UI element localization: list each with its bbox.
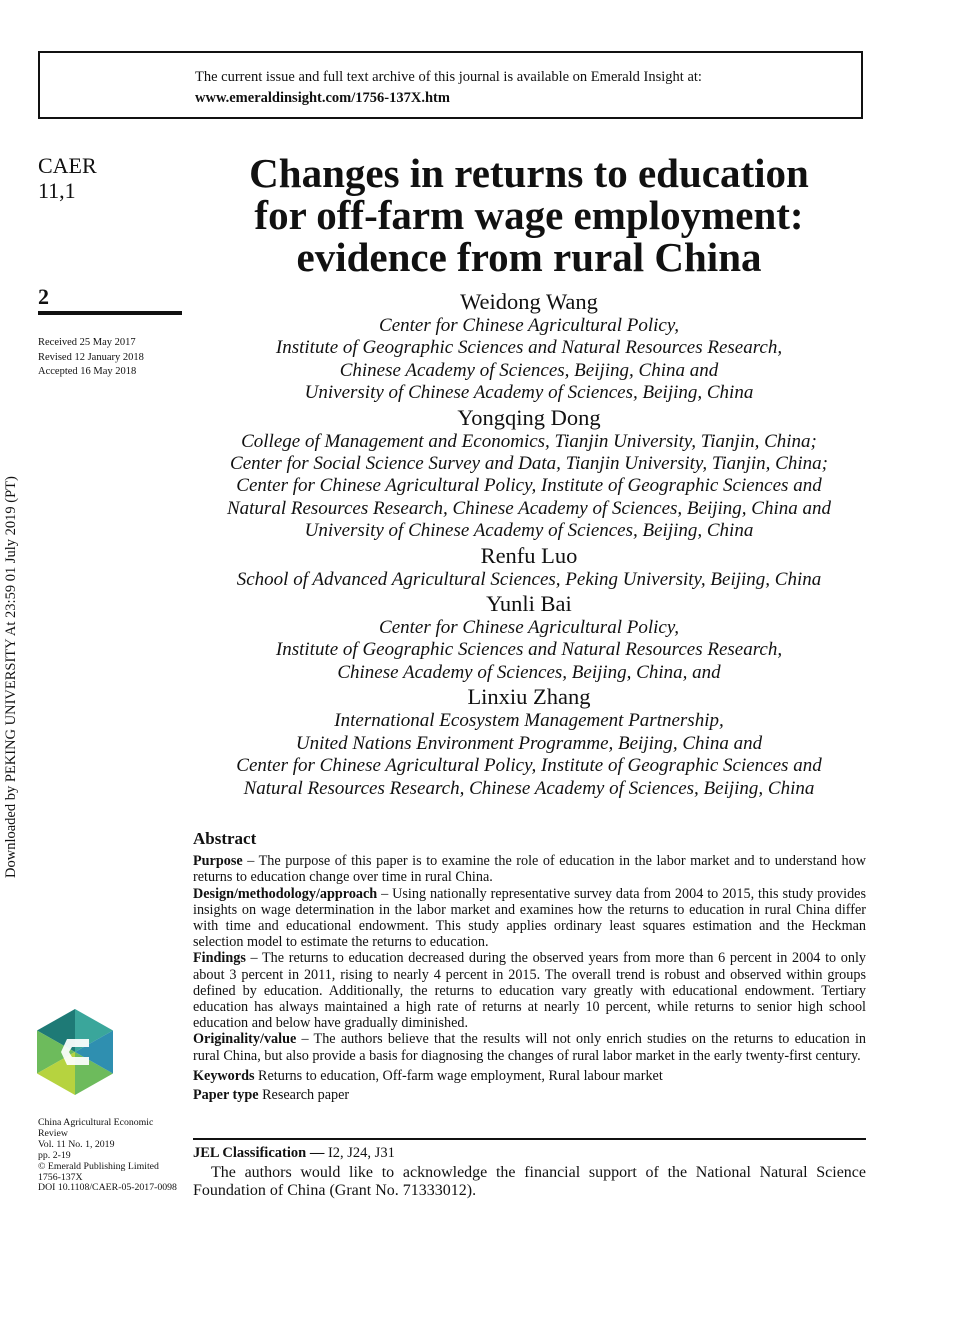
affiliation-line: Center for Social Science Survey and Data, Tianjin University, Tianjin, China; [230, 453, 828, 475]
purpose-text: – The purpose of this paper is to examine the role of education in the labor market and to understand how returns to education change over time in rural China. [193, 853, 866, 886]
affiliation-line: School of Advanced Agricultural Sciences, Peking University, Beijing, China [236, 568, 822, 590]
author-name: Renfu Luo [480, 542, 578, 568]
title-line: Changes in returns to education [249, 150, 809, 196]
author-affiliation [190, 431, 868, 543]
keywords-text: Returns to education, Off-farm wage employment, Rural labour market [254, 1067, 663, 1084]
article-title [190, 152, 868, 278]
affiliation-line: Center for Chinese Agricultural Policy, Institute of Geographic Sciences and [236, 475, 822, 497]
author-block [190, 684, 868, 800]
author-name: Yunli Bai [486, 591, 572, 617]
journal-metadata [38, 1118, 183, 1194]
affiliation-line: Center for Chinese Agricultural Policy, [379, 315, 679, 336]
affiliation-line: Center for Chinese Agricultural Policy, Institute of Geographic Sciences and [236, 755, 822, 777]
keywords-label: Keywords [193, 1067, 255, 1084]
revised-date: Revised 12 January 2018 [38, 351, 144, 363]
paper-type-label: Paper type [193, 1087, 259, 1104]
paper-type-text: Research paper [258, 1087, 350, 1104]
jel-label: JEL Classification — [193, 1145, 325, 1161]
author-block [190, 591, 868, 684]
abstract-originality [193, 1031, 866, 1063]
author-affiliation [190, 569, 868, 591]
affiliation-line: University of Chinese Academy of Sciences, Beijing, China [304, 382, 754, 404]
author-affiliation [190, 710, 868, 800]
journal-logo-icon [37, 1009, 113, 1095]
author-block [190, 289, 868, 405]
abstract-findings [193, 950, 866, 1031]
jel-codes: I2, J24, J31 [324, 1145, 395, 1161]
author-affiliation [190, 315, 868, 405]
affiliation-line: United Nations Environment Programme, Beijing, China and [295, 732, 763, 754]
journal-volume-issue: 11,1 [38, 178, 76, 203]
keywords [193, 1068, 866, 1084]
author-block [190, 405, 868, 543]
findings-label: Findings [193, 950, 246, 967]
abstract-purpose [193, 853, 866, 885]
findings-text: – The returns to education decreased during the observed years from more than 6 percent in 2004 to only about 3 percent in 2011, rising to nearly 4 percent in 2015. The overall trend is robust and observed within groups defined by education. Additionally, the returns to education vary greatly with educational endowment. Tertiary education has always maintained a high rate of returns at nearly 10 percent, while returns to senior high school education and below have gradually diminished. [193, 950, 866, 1032]
abstract-heading: Abstract [193, 829, 257, 848]
jel-classification [193, 1145, 395, 1162]
doi-link[interactable]: DOI 10.1108/CAER-05-2017-0098 [38, 1182, 177, 1194]
acknowledgement: The authors would like to acknowledge the financial support of the National Natural Science Foundation of China (Grant No. 71333012). [193, 1164, 866, 1199]
affiliation-line: Institute of Geographic Sciences and Natural Resources Research, [275, 337, 783, 359]
affiliation-line: Chinese Academy of Sciences, Beijing, China and [339, 359, 719, 381]
title-line: evidence from rural China [296, 234, 762, 280]
affiliation-line: International Ecosystem Management Partnership, [334, 710, 724, 732]
accepted-date: Accepted 16 May 2018 [38, 366, 137, 377]
author-name: Linxiu Zhang [467, 684, 591, 710]
received-date: Received 25 May 2017 [38, 337, 136, 348]
journal-code: CAER [38, 153, 97, 178]
paper-type [193, 1087, 866, 1103]
author-affiliation [190, 617, 868, 684]
author-list [190, 289, 868, 800]
meta-line: Vol. 11 No. 1, 2019 [38, 1138, 115, 1150]
archive-notice-box [38, 51, 863, 119]
meta-line: © Emerald Publishing Limited [38, 1160, 159, 1172]
page-number-rule [38, 311, 182, 315]
originality-text: – The authors believe that the results will not only enrich studies on the returns to education in rural China, but also provide a basis for diagnosing the changes of rural labor market in the early twenty-first century. [193, 1031, 866, 1064]
originality-label: Originality/value [193, 1031, 297, 1048]
author-block [190, 543, 868, 591]
jel-rule [193, 1138, 866, 1140]
affiliation-line: University of Chinese Academy of Sciences, Beijing, China [304, 520, 754, 542]
design-label: Design/methodology/approach [193, 885, 378, 902]
title-line: for off-farm wage employment: [254, 192, 804, 238]
author-name: Weidong Wang [460, 289, 598, 314]
meta-line: 1756-137X [38, 1171, 83, 1183]
purpose-label: Purpose [193, 853, 243, 870]
design-text: – Using nationally representative survey data from 2004 to 2015, this study provides insights on wage determination in the labor market and examines how the returns to education in rural China differ with time and educational endowment. This study applies ordinary least squares estimation and the Heckman selection model to estimate the returns to education. [193, 885, 866, 951]
abstract-design [193, 886, 866, 951]
page-number: 2 [38, 284, 49, 309]
journal-url-link[interactable]: www.emeraldinsight.com/1756-137X.htm [195, 90, 450, 106]
affiliation-line: Chinese Academy of Sciences, Beijing, China, and [337, 661, 721, 683]
meta-line: Review [38, 1127, 68, 1139]
abstract-section [193, 831, 866, 1103]
affiliation-line: College of Management and Economics, Tianjin University, Tianjin, China; [241, 430, 817, 452]
article-dates [38, 336, 144, 380]
affiliation-line: Center for Chinese Agricultural Policy, [379, 617, 679, 639]
archive-notice-text: The current issue and full text archive of this journal is available on Emerald Insight at: [195, 69, 702, 85]
author-name: Yongqing Dong [457, 404, 601, 430]
meta-line: pp. 2-19 [38, 1149, 71, 1161]
download-stamp: Downloaded by PEKING UNIVERSITY At 23:59 01 July 2019 (PT) [3, 476, 19, 878]
meta-line: China Agricultural Economic [38, 1117, 154, 1128]
affiliation-line: Natural Resources Research, Chinese Academy of Sciences, Beijing, China [243, 777, 815, 799]
affiliation-line: Institute of Geographic Sciences and Natural Resources Research, [275, 639, 783, 661]
affiliation-line: Natural Resources Research, Chinese Academy of Sciences, Beijing, China and [226, 497, 831, 519]
